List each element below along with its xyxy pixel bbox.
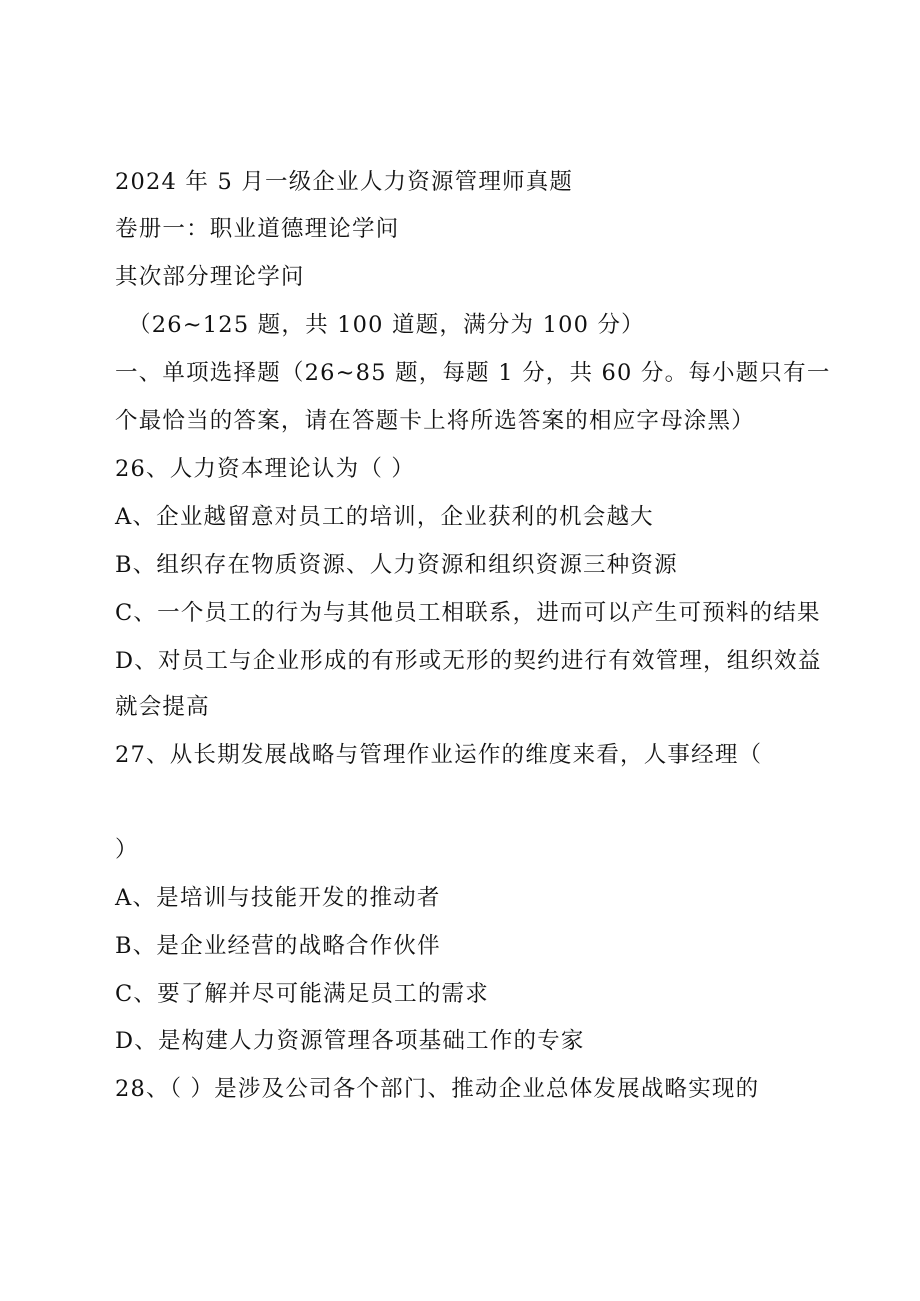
part-heading: 其次部分理论学问 [115, 264, 305, 290]
question-26-option-a: A、企业越留意对员工的培训，企业获利的机会越大 [115, 504, 654, 530]
question-27-stem: 27、从长期发展战略与管理作业运作的维度来看，人事经理（ [115, 742, 763, 768]
question-26-option-d-continued: 就会提高 [115, 694, 210, 720]
section-heading-line-2: 个最恰当的答案，请在答题卡上将所选答案的相应字母涂黑） [115, 408, 755, 434]
question-27-option-b: B、是企业经营的战略合作伙伴 [115, 933, 441, 959]
question-26-option-b: B、组织存在物质资源、人力资源和组织资源三种资源 [115, 552, 678, 578]
question-27-option-c: C、要了解并尽可能满足员工的需求 [115, 981, 489, 1007]
question-26-option-d: D、对员工与企业形成的有形或无形的契约进行有效管理，组织效益 [115, 648, 822, 674]
question-26-stem: 26、人力资本理论认为（ ） [115, 456, 416, 482]
volume-heading: 卷册一：职业道德理论学问 [115, 216, 400, 242]
question-27-option-d: D、是构建人力资源管理各项基础工作的专家 [115, 1028, 585, 1054]
question-27-stem-close: ） [115, 837, 139, 863]
question-26-option-c: C、一个员工的行为与其他员工相联系，进而可以产生可预料的结果 [115, 600, 821, 626]
question-27-option-a: A、是培训与技能开发的推动者 [115, 885, 441, 911]
question-scope: （26~125 题，共 100 道题，满分为 100 分） [128, 312, 645, 338]
document-title: 2024 年 5 月一级企业人力资源管理师真题 [115, 169, 574, 195]
question-28-stem: 28、（ ）是涉及公司各个部门、推动企业总体发展战略实现的 [115, 1076, 760, 1102]
section-heading-line-1: 一、单项选择题（26~85 题，每题 1 分，共 60 分。每小题只有一 [115, 360, 831, 386]
